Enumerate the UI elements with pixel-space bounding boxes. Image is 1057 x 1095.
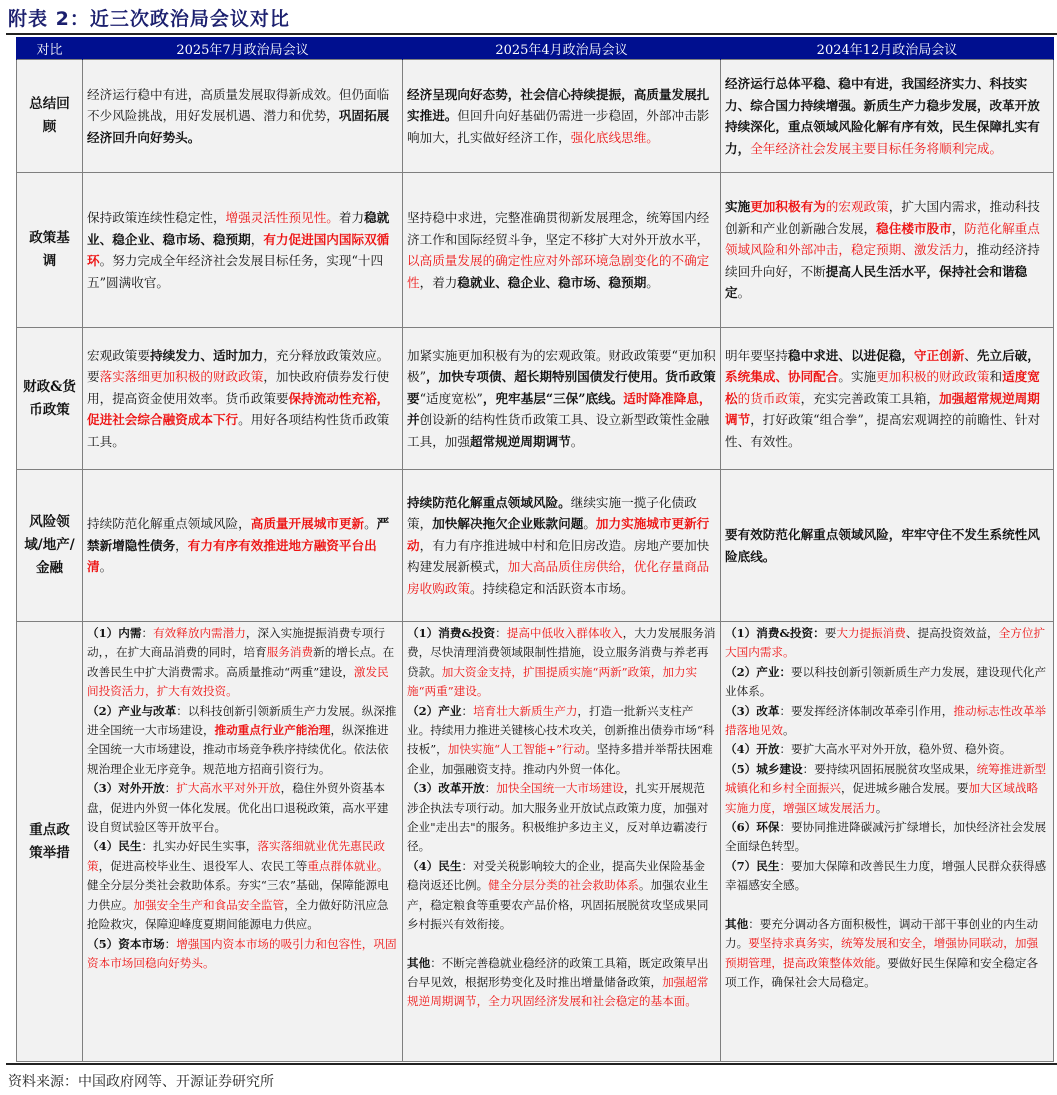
- text-run: ：: [495, 626, 507, 640]
- text-run: ，: [250, 231, 264, 247]
- text-run: 经济运行总体平稳、稳中有进，我国经济实力、科技实力、综合国力持续增强。新质生产力稳步发展，改革开放持续深化，重点领域风险化解有序有效，民生保障扎实有力，: [725, 76, 1040, 156]
- text-run: 全年经济社会发展主要目标任务将顺利完成。: [750, 140, 1003, 156]
- text-run: 稳就业、稳企业、稳市场、稳预期: [87, 210, 390, 247]
- cell-summary-2025-apr: [403, 60, 721, 173]
- text-run: 守正创新: [913, 347, 965, 363]
- text-run: ，打造一批新兴支柱产业。持续用力推进关键核心技术攻关，创新推出债券市场“科技板”，: [407, 703, 715, 757]
- text-run: 提高中低收入群体收入: [506, 626, 623, 640]
- text-run: 新的增长点。在改善民生中扩大消费需求。高质量推动“两重”建设，: [87, 645, 395, 679]
- header-compare: 对比: [17, 37, 83, 60]
- cell-fiscal-2025-apr: [403, 328, 721, 470]
- text-run: ：要扩大高水平对外开放，稳外贸、稳外资。: [779, 742, 1012, 757]
- text-run: 服务消费: [266, 645, 314, 660]
- measure-item: [407, 702, 716, 780]
- text-run: 落实落细更加积极的财政政策: [99, 369, 264, 385]
- header-2025-jul: 2025年7月政治局会议: [83, 37, 403, 60]
- text-run: ：要充分调动各方面积极性，调动干部干事创业的内生动力。: [725, 916, 1039, 951]
- text-run: 明年要坚持: [725, 347, 788, 363]
- text-run: ，稳住外贸外资基本盘，促进内外贸一体化发展。优化出口退税政策，高水平建设自贸试验区等开放平台。: [87, 781, 389, 835]
- measure-item: [725, 740, 1049, 759]
- text-run: ：: [164, 781, 177, 796]
- row-risk-property: [17, 470, 1054, 622]
- text-run: 稳就业、稳企业、稳市场、稳预期: [457, 274, 647, 290]
- text-run: ：扎实办好民生实事，: [141, 839, 258, 854]
- text-run: ，加快政府债券发行使用，提高资金使用效率。货币政策要: [87, 369, 390, 406]
- text-run: 着力: [338, 210, 365, 225]
- text-run: （2）产业: [407, 703, 462, 718]
- text-run: ，纵深推进全国统一大市场建设，推动市场竞争秩序持续优化。依法依规治理企业无序竞争。规范地方招商引资行为。: [87, 723, 389, 776]
- text-run: 。要做好民生保障和安全稳定各项工作，确保社会大局稳定。: [725, 955, 1039, 989]
- text-run: 。: [570, 433, 584, 449]
- text-run: ：: [461, 703, 474, 718]
- text-run: （3）改革: [725, 703, 780, 718]
- text-run: 有力促进国内国际双循环: [87, 231, 390, 268]
- text-run: 大力提振消费: [836, 626, 906, 640]
- text-run: 适时降准降息，: [623, 390, 712, 406]
- text-run: 。: [782, 723, 795, 738]
- cell-measures-2024-dec: [721, 622, 1054, 1062]
- text-run: ：要加大保障和改善民生力度，增强人民群众获得感幸福感安全感。: [725, 858, 1047, 893]
- text-run: 稳住楼市股市: [876, 220, 952, 236]
- text-run: ：: [484, 781, 497, 796]
- text-run: 、提高投资效益，: [905, 626, 999, 640]
- cell-policy-tone-2025-jul: [83, 173, 403, 328]
- text-run: ，着力: [419, 274, 458, 290]
- text-run: 巩固拓展经济回升向好势头。: [87, 108, 390, 145]
- cell-fiscal-2025-jul: [83, 328, 403, 470]
- text-run: 经济呈现向好态势，社会信心持续提振，高质量发展扎实推进。: [407, 86, 710, 124]
- text-run: 。坚持多措并举帮扶困难企业，加强融资支持。推动内外贸一体化。: [407, 742, 713, 776]
- text-run: ，推动经济持续回升向好，不断: [725, 242, 1040, 279]
- text-run: ，扩大国内需求，推动科技创新和产业创新融合发展，: [725, 199, 1040, 236]
- text-run: ：要协同推进降碳减污扩绿增长，加快经济社会发展全面绿色转型。: [725, 820, 1047, 854]
- text-run: 有效释放内需潜力: [153, 626, 246, 640]
- cell-measures-2025-apr: [403, 622, 721, 1062]
- text-run: （4）民生: [87, 839, 142, 854]
- text-run: 。实施: [838, 369, 877, 385]
- text-run: 加大区域战略实施力度，增强区域发展活力: [725, 781, 1039, 815]
- text-run: 宏观政策要: [87, 347, 150, 363]
- text-run: 继续实施一揽子化债政策，: [407, 494, 697, 532]
- text-run: 更加积极有为: [750, 199, 826, 215]
- text-run: 。: [646, 274, 659, 290]
- spacer: [407, 935, 716, 954]
- text-run: “适度宽松”: [419, 390, 483, 406]
- text-run: 落实落细就业优先惠民政策: [87, 839, 385, 873]
- text-run: ，扎实开展规范涉企执法专项行动。加大服务业开放试点政策力度，加强对企业"走出去"的服务。积极维护多边主义，反对单边霸凌行径。: [407, 781, 709, 854]
- measure-item: [725, 663, 1049, 702]
- text-run: 经济运行稳中有进，高质量发展取得新成效。但仍面临不少风险挑战，用好发展机遇、潜力和优势，: [87, 86, 390, 124]
- text-run: 。: [737, 285, 751, 301]
- text-run: 加大高品质住房供给，优化存量商品房收购政策: [407, 559, 710, 596]
- text-run: 。持续稳定和活跃资本市场。: [469, 580, 634, 596]
- measure-item: [87, 624, 398, 702]
- measure-item: [87, 779, 398, 837]
- text-run: ，有力有序推进城中村和危旧房改造。房地产要加快构建发展新模式，: [407, 537, 710, 575]
- text-run: 重点群体就业。: [307, 858, 389, 873]
- cell-summary-2024-dec: [721, 60, 1054, 173]
- text-run: 实施: [725, 199, 751, 215]
- text-run: 要有效防范化解重点领域风险，牢牢守住不发生系统性风险底线。: [725, 527, 1040, 564]
- text-run: 加紧实施更加积极有为的宏观政策。财政政策要“更加积极”: [407, 347, 716, 385]
- text-run: 超常规逆周期调节: [469, 433, 571, 449]
- text-run: 。努力完成全年经济社会发展目标任务，实现“十四五”圆满收官。: [87, 253, 384, 290]
- text-run: ，大力发展服务消费，尽快清理消费领域限制性措施，设立服务消费与养老再贷款。: [407, 626, 716, 679]
- text-run: ：: [141, 626, 154, 640]
- row-fiscal-monetary: [17, 328, 1054, 470]
- text-run: 激发民间投资活力，扩大有效投资。: [87, 664, 389, 699]
- text-run: 加强超常规逆周期调节: [725, 390, 1040, 428]
- text-run: 适度宽松: [725, 369, 1040, 406]
- text-run: 加大资金支持，扩围提质实施“两新”政策，加力实施“两重”建设。: [407, 664, 698, 699]
- cell-policy-tone-2024-dec: [721, 173, 1054, 328]
- measure-item: [725, 896, 1049, 915]
- text-run: 推动标志性改革举措落地见效: [725, 703, 1047, 738]
- cell-summary-2025-jul: [83, 60, 403, 173]
- text-run: （3）改革开放: [407, 781, 485, 796]
- text-run: 。: [583, 516, 596, 532]
- text-run: （1）消费&投资：: [725, 626, 825, 640]
- text-run: ：: [164, 936, 177, 951]
- cell-policy-tone-2025-apr: [403, 173, 721, 328]
- text-run: 防范化解重点领域风险和外部冲击，稳定预期、激发活力: [725, 220, 1040, 258]
- text-run: ，兜牢基层“三保”底线。: [482, 390, 624, 406]
- text-run: 加快实施“人工智能+”行动: [447, 742, 586, 757]
- text-run: ，促进城乡融合发展。要: [840, 781, 969, 796]
- text-run: 加强安全生产和食品安全监管: [133, 897, 285, 912]
- measure-item: [725, 818, 1049, 857]
- measure-item: [725, 760, 1049, 818]
- text-run: 全方位扩大国内需求。: [725, 626, 1046, 660]
- text-run: 保持流动性充裕，促进社会综合融资成本下行: [87, 390, 390, 428]
- header-row: [17, 37, 1054, 60]
- text-run: 增强灵活性预见性。: [225, 210, 339, 225]
- header-2025-apr: 2025年4月政治局会议: [403, 37, 721, 60]
- text-run: 加快全国统一大市场建设: [496, 781, 624, 796]
- header-2024-dec: 2024年12月政治局会议: [721, 37, 1054, 60]
- text-run: 持续防范化解重点领域风险，: [87, 516, 251, 532]
- text-run: ：要发挥经济体制改革牵引作用，: [779, 703, 954, 718]
- text-run: 要: [824, 626, 837, 640]
- text-run: 并: [407, 412, 420, 428]
- text-run: （3）对外开放: [87, 781, 165, 796]
- text-run: （4）民生: [407, 858, 462, 873]
- measure-item: [407, 857, 716, 935]
- text-run: 。: [364, 516, 377, 532]
- text-run: 推动重点行业产能治理: [214, 723, 331, 738]
- cell-measures-2025-jul: [83, 622, 403, 1062]
- text-run: ：对受关税影响较大的企业，提高失业保险基金稳岗返还比例。: [407, 858, 705, 893]
- row-key-measures: [17, 622, 1054, 1062]
- text-run: 健全分层分类的社会救助体系: [488, 878, 639, 893]
- text-run: 但回升向好基础仍需进一步稳固，外部冲击影响加大，扎实做好经济工作，: [407, 108, 710, 145]
- text-run: 强化底线思维。: [570, 129, 659, 145]
- text-run: 高质量开展城市更新: [250, 516, 365, 532]
- text-run: ，: [951, 220, 965, 236]
- cell-risk-2025-jul: [83, 470, 403, 622]
- text-run: 创设新的结构性货币政策工具、设立新型政策性金融工具，加强: [407, 412, 710, 449]
- text-run: ，深入实施提振消费专项行动，，在扩大商品消费的同时，培育: [87, 626, 385, 660]
- text-run: 坚持稳中求进，完整准确贯彻新发展理念，统筹国内经济工作和国际经贸斗争，坚定不移扩大对外开放水平，: [407, 210, 710, 247]
- text-run: 、: [964, 347, 977, 363]
- text-run: 的宏观政策: [825, 199, 889, 215]
- text-run: ，加快专项债、超长期特别国债发行使用。货币政策要: [407, 369, 716, 406]
- text-run: （7）民生: [725, 858, 780, 873]
- text-run: ：不断完善稳就业稳经济的政策工具箱，既定政策早出台早见效，根据形势变化及时推出增量储备政策，: [407, 955, 709, 989]
- text-run: （1）内需: [87, 626, 142, 640]
- text-run: 保持政策连续性稳定性，: [87, 210, 226, 225]
- row-label-policy-tone: 政策基调: [17, 173, 83, 328]
- text-run: 其他: [725, 916, 749, 931]
- top-divider: [6, 33, 1057, 35]
- text-run: （2）产业：: [725, 664, 792, 679]
- text-run: ，充分释放政策效应。要: [87, 347, 390, 385]
- text-run: 其他: [407, 955, 431, 970]
- spacer: [725, 896, 1049, 915]
- text-run: 。用好各项结构性货币政策工具。: [87, 412, 390, 449]
- measure-item: [407, 935, 716, 954]
- measure-item: [407, 954, 716, 1012]
- row-label-summary: 总结回顾: [17, 60, 83, 173]
- text-run: 和: [989, 369, 1003, 385]
- measure-item: [87, 935, 398, 974]
- text-run: 严禁新增隐性债务: [87, 516, 390, 553]
- row-label-key-measures: 重点政策举措: [17, 622, 83, 1062]
- text-run: （5）城乡建设: [725, 761, 803, 776]
- measure-item: [87, 702, 398, 780]
- measure-item: [407, 624, 716, 702]
- text-run: 要坚持求真务实，统筹发展和安全，增强协同联动，加强预期管理，提高政策整体效能: [725, 936, 1039, 970]
- text-run: 更加积极的财政政策: [876, 369, 990, 385]
- text-run: 统筹推进新型城镇化和乡村全面振兴: [725, 761, 1047, 796]
- text-run: 先立后破，: [976, 347, 1040, 363]
- text-run: 加强超常规逆周期调节，全力巩固经济发展和社会稳定的基本面。: [407, 974, 709, 1009]
- text-run: 加快解决拖欠企业账款问题: [432, 516, 584, 532]
- source-note: 资料来源：中国政府网等、开源证券研究所: [8, 1074, 274, 1090]
- text-run: 。: [875, 800, 888, 815]
- comparison-table: [16, 37, 1054, 1062]
- text-run: 稳中求进、以进促稳，: [787, 347, 914, 363]
- text-run: 增强国内资本市场的吸引力和包容性，巩固资本市场回稳向好势头。: [87, 936, 397, 970]
- text-run: 要以科技创新引领新质生产力发展，建设现代化产业体系。: [725, 664, 1047, 699]
- text-run: （5）资本市场: [87, 936, 165, 951]
- text-run: （1）消费&投资: [407, 626, 496, 640]
- text-run: （2）产业与改革: [87, 703, 177, 718]
- text-run: ：要持续巩固拓展脱贫攻坚成果，: [802, 761, 977, 776]
- measure-item: [407, 779, 716, 857]
- text-run: ，: [175, 537, 188, 553]
- table-title: 附表 2：近三次政治局会议对比: [8, 8, 290, 30]
- text-run: 有力有序有效推进地方融资平台出清: [87, 537, 377, 575]
- text-run: 提高人民生活水平，保持社会和谐稳定: [725, 263, 1028, 301]
- row-summary: [17, 60, 1054, 173]
- text-run: 系统集成、协同配合: [725, 369, 839, 385]
- text-run: ：以科技创新引领新质生产力发展。纵深推进全国统一大市场建设，: [87, 703, 397, 738]
- text-run: 。加强农业生产，稳定粮食等重要农产品价格，巩固拓展脱贫攻坚成果同乡村振兴有效衔接。: [407, 878, 709, 932]
- measure-item: [725, 702, 1049, 741]
- text-run: ，全力做好防汛应急抢险救灾，保障迎峰度夏期间能源电力供应。: [87, 897, 389, 932]
- row-policy-tone: [17, 173, 1054, 328]
- row-label-fiscal-monetary: 财政&货币政策: [17, 328, 83, 470]
- text-run: 持续防范化解重点领域风险。: [407, 494, 571, 510]
- text-run: ，充实完善政策工具箱，: [800, 390, 940, 406]
- measure-item: [725, 857, 1049, 896]
- text-run: 的货币政策: [737, 390, 801, 406]
- text-run: 扩大高水平对外开放: [176, 781, 281, 796]
- text-run: 持续发力、适时加力: [149, 347, 264, 363]
- text-run: 加力实施城市更新行动: [407, 516, 710, 553]
- measure-item: [725, 624, 1049, 663]
- text-run: 。: [99, 559, 113, 575]
- cell-risk-2025-apr: [403, 470, 721, 622]
- cell-fiscal-2024-dec: [721, 328, 1054, 470]
- text-run: ，促进高校毕业生、退役军人、农民工等: [98, 858, 308, 873]
- measure-item: [87, 837, 398, 934]
- measure-item: [725, 915, 1049, 993]
- text-run: 以高质量发展的确定性应对外部环境急剧变化的不确定性: [407, 253, 710, 290]
- text-run: 健全分层分类社会救助体系。夯实“三农”基础，保障能源电力供应。: [87, 878, 389, 912]
- cell-risk-2024-dec: [721, 470, 1054, 622]
- bottom-divider: [6, 1063, 1057, 1065]
- text-run: （6）环保: [725, 820, 780, 835]
- text-run: ，打好政策“组合拳”，提高宏观调控的前瞻性、针对性、有效性。: [725, 412, 1041, 449]
- text-run: 培育壮大新质生产力: [473, 703, 578, 718]
- row-label-risk-property: 风险领域/地产/金融: [17, 470, 83, 622]
- text-run: （4）开放: [725, 742, 780, 757]
